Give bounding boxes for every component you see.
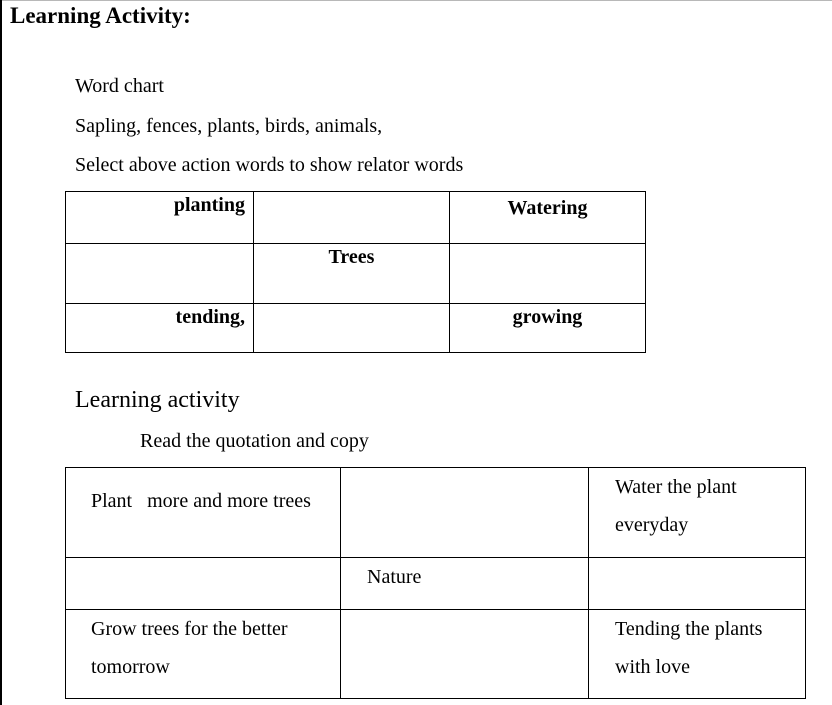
table-cell-growing: growing [450, 304, 646, 353]
word-chart-instruction: Select above action words to show relator words [75, 154, 464, 176]
table-cell-empty [589, 558, 806, 610]
quote-text: Tending the plants [615, 618, 763, 640]
table-cell-tending: tending, [66, 304, 254, 353]
table-cell-empty [450, 244, 646, 304]
table-cell-nature: Nature [341, 558, 589, 610]
quotation-table [65, 467, 806, 699]
relator-word-table [65, 191, 646, 353]
table-cell-tending-quote [589, 610, 806, 699]
table-cell-planting: planting [66, 192, 254, 244]
quote-text: Water the plant [615, 476, 737, 498]
table-row [66, 610, 806, 699]
table-row [66, 304, 646, 353]
quote-text: everyday [615, 514, 689, 536]
table-cell-empty [66, 244, 254, 304]
table-cell-plant-quote [66, 468, 341, 558]
table-row [66, 468, 806, 558]
table-cell-water-quote [589, 468, 806, 558]
table-row [66, 244, 646, 304]
word-list: Sapling, fences, plants, birds, animals, [75, 115, 383, 137]
page-heading: Learning Activity: [10, 3, 191, 28]
quote-text: Plant more and more trees [91, 490, 311, 512]
table-cell-empty [341, 610, 589, 699]
section-instruction: Read the quotation and copy [140, 430, 369, 452]
table-row [66, 192, 646, 244]
quote-text: with love [615, 656, 690, 678]
table-cell-watering: Watering [450, 192, 646, 244]
table-cell-empty [254, 304, 450, 353]
word-chart-title: Word chart [75, 75, 164, 97]
table-cell-empty [66, 558, 341, 610]
page-top-border [0, 0, 832, 1]
table-cell-empty [254, 192, 450, 244]
page-left-border [0, 0, 2, 705]
quote-text: tomorrow [91, 656, 170, 678]
table-cell-empty [341, 468, 589, 558]
table-cell-trees: Trees [254, 244, 450, 304]
quote-text: Grow trees for the better [91, 618, 288, 640]
table-cell-grow-quote [66, 610, 341, 699]
section-title: Learning activity [75, 387, 240, 413]
table-row [66, 558, 806, 610]
